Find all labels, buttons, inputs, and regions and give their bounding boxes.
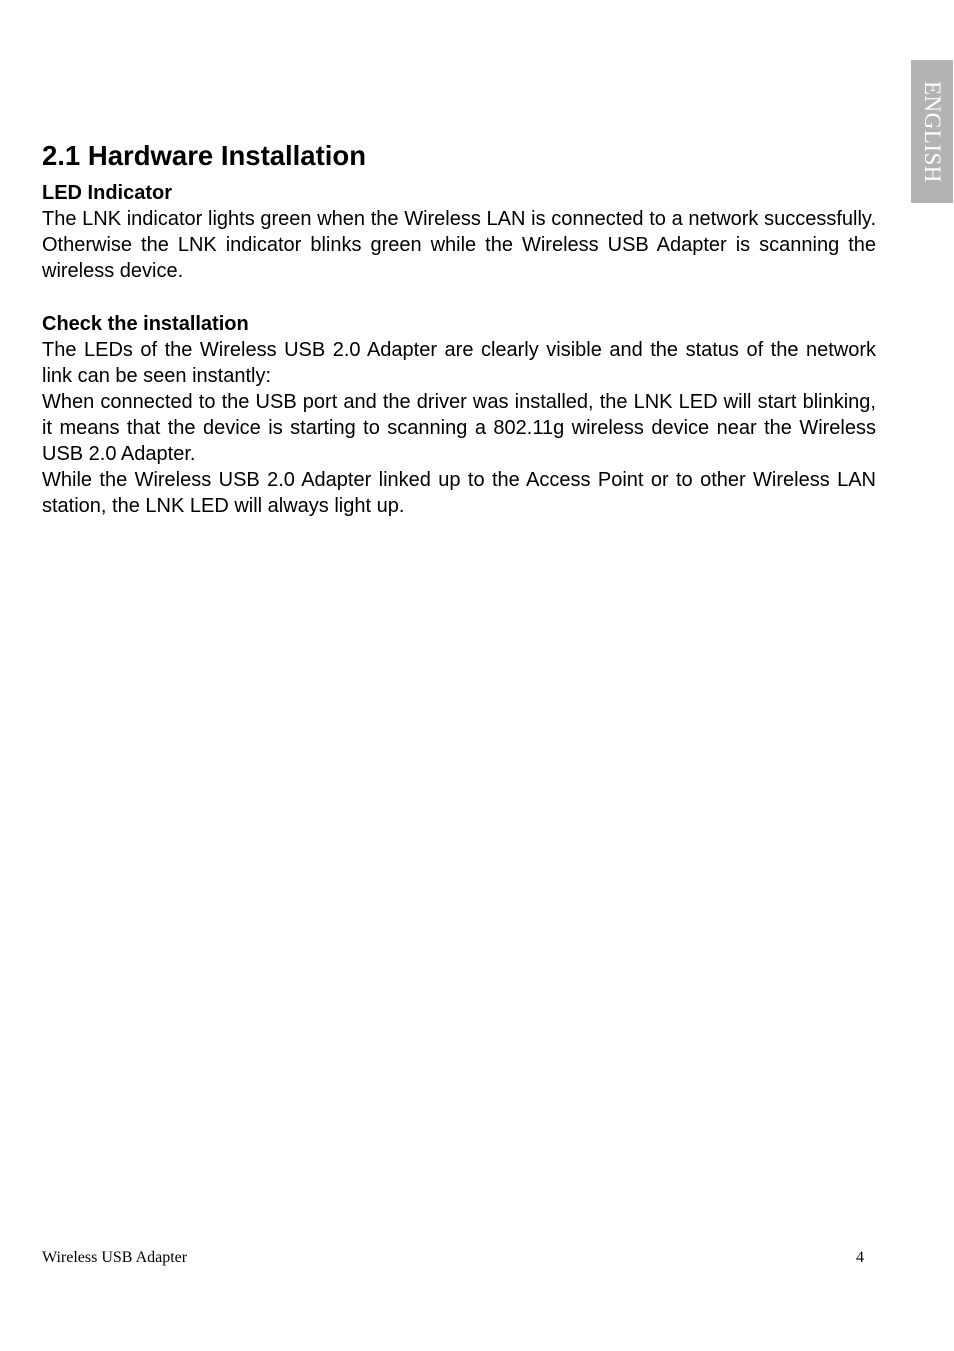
section-title: 2.1 Hardware Installation <box>42 140 366 171</box>
main-content <box>42 138 876 519</box>
led-indicator-paragraph: The LNK indicator lights green when the Wireless LAN is connected to a network successfully. Otherwise the LNK indicator blinks green while the Wireless USB Adapter is scanning the wireless device. <box>42 208 876 282</box>
check-installation-heading: Check the installation <box>42 313 249 335</box>
paragraph-gap <box>42 284 876 311</box>
check-installation-paragraph-1: The LEDs of the Wireless USB 2.0 Adapter are clearly visible and the status of the network link can be seen instantly: <box>42 339 876 387</box>
language-tab-label: ENGLISH <box>920 80 945 183</box>
footer-page-number: 4 <box>856 1249 864 1266</box>
language-tab <box>911 60 953 203</box>
led-indicator-heading: LED Indicator <box>42 182 173 204</box>
check-installation-paragraph-3: While the Wireless USB 2.0 Adapter linked up to the Access Point or to other Wireless LAN station, the LNK LED will always light up. <box>42 469 876 517</box>
footer-document-title: Wireless USB Adapter <box>42 1249 188 1266</box>
check-installation-paragraph-2: When connected to the USB port and the driver was installed, the LNK LED will start blinking, it means that the device is starting to scanning a 802.11g wireless device near the Wireless USB 2.0 Adapter. <box>42 391 876 465</box>
